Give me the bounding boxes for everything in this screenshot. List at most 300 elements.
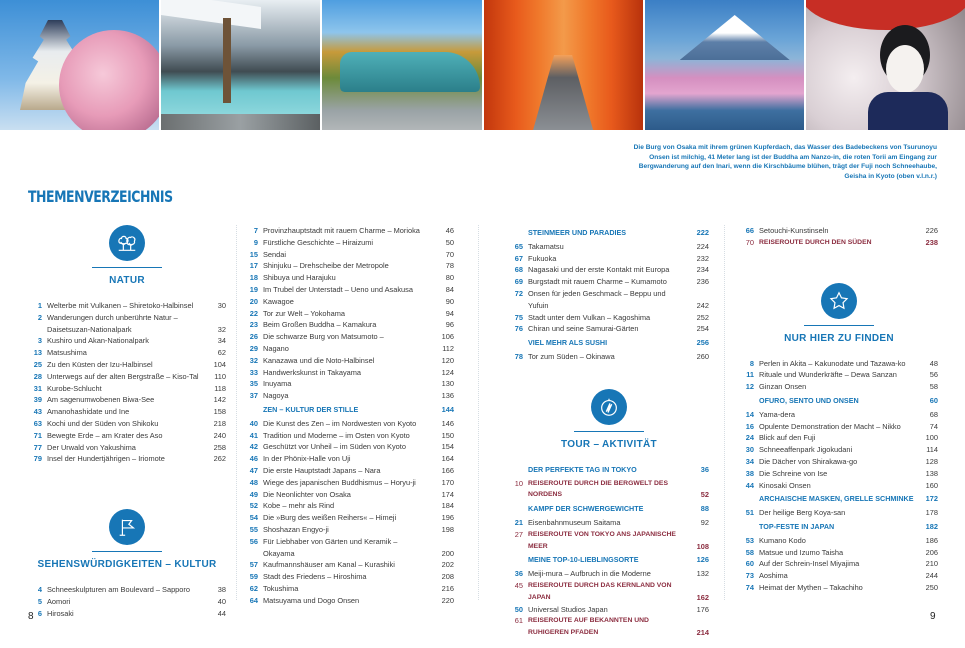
- toc-entry[interactable]: [244, 477, 454, 489]
- entry-page: 206: [925, 547, 938, 557]
- entry-page: 132: [696, 569, 709, 579]
- toc-entry[interactable]: [740, 570, 938, 582]
- entry-title: Aomori: [47, 596, 71, 606]
- entry-number: 52: [249, 501, 258, 511]
- toc-entry[interactable]: [740, 456, 938, 468]
- toc-entry[interactable]: [244, 367, 454, 379]
- entry-title: Die Schreine von Ise: [759, 468, 828, 478]
- entry-title: ZEN – KULTUR DER STILLE: [263, 404, 359, 414]
- subsection-heading[interactable]: [509, 337, 709, 349]
- toc-entry[interactable]: [740, 444, 938, 456]
- entry-page: 224: [696, 241, 709, 251]
- toc-entry[interactable]: [244, 249, 454, 261]
- toc-entry[interactable]: [28, 608, 226, 620]
- entry-title: Nagasaki und der erste Kontakt mit Europa: [528, 265, 670, 275]
- entry-number: 44: [745, 480, 754, 490]
- entry-page: 120: [441, 355, 454, 365]
- entry-title: Kobe – mehr als Rind: [263, 501, 335, 511]
- entry-number: 61: [514, 616, 523, 626]
- column-divider: [724, 225, 725, 600]
- entry-page: 146: [441, 418, 454, 428]
- entry-title: Heimat der Mythen – Takachiho: [759, 582, 863, 592]
- entry-title: Tor zum Süden – Okinawa: [528, 351, 615, 361]
- entry-title: Die »Burg des weißen Reihers« – Himeji: [263, 513, 397, 523]
- entry-title: REISEROUTE DURCH DEN SÜDEN: [759, 238, 872, 246]
- entry-page: 226: [925, 226, 938, 235]
- entry-page: 232: [696, 253, 709, 263]
- entry-title: Rituale und Wunderkräfte – Dewa Sanzan: [759, 370, 897, 380]
- entry-title: TOP-FESTE IN JAPAN: [759, 521, 835, 531]
- column-divider: [478, 225, 479, 600]
- entry-page: 110: [214, 371, 226, 381]
- entry-page: 136: [441, 391, 454, 401]
- toc-entry[interactable]: [244, 465, 454, 477]
- entry-number: 4: [37, 585, 42, 595]
- route-entry[interactable]: [509, 615, 709, 639]
- toc-entry[interactable]: [740, 535, 938, 547]
- entry-number: 30: [745, 445, 754, 455]
- entry-page: 80: [445, 273, 454, 283]
- entry-number: 60: [745, 559, 754, 569]
- entry-title: Geschützt vor Unheil – im Süden von Kyoto: [263, 442, 406, 452]
- toc-entry[interactable]: [509, 351, 709, 363]
- toc-entry[interactable]: [28, 300, 226, 312]
- toc-entry[interactable]: [28, 394, 226, 406]
- entry-number: 76: [514, 324, 523, 334]
- entry-title: Die erste Hauptstadt Japans – Nara: [263, 465, 381, 475]
- entry-title: Die Neonlichter von Osaka: [263, 489, 351, 499]
- toc-entry[interactable]: [509, 323, 709, 335]
- toc-entry[interactable]: [740, 480, 938, 492]
- subsection-heading[interactable]: [244, 404, 454, 416]
- toc-entry[interactable]: [244, 489, 454, 501]
- entry-title: Der heilige Berg Koya-san: [759, 508, 846, 518]
- entry-list-tour-continued: [740, 225, 938, 249]
- entry-page: 222: [696, 228, 709, 237]
- entry-page: 106: [441, 332, 454, 342]
- entry-page: 258: [213, 442, 226, 452]
- entry-number: 22: [249, 308, 258, 318]
- entry-title: Matsushima: [47, 348, 87, 358]
- route-entry[interactable]: [509, 478, 709, 502]
- entry-title: Insel der Hundertjährigen – Iriomote: [47, 454, 165, 464]
- entry-page: 172: [925, 494, 938, 504]
- toc-entry[interactable]: [28, 383, 226, 395]
- entry-number: 1: [37, 301, 42, 310]
- page-title: THEMENVERZEICHNIS: [28, 187, 173, 206]
- entry-title: Ginzan Onsen: [759, 382, 807, 392]
- flag-icon: [109, 509, 145, 545]
- entry-number: 68: [514, 265, 523, 275]
- toc-entry[interactable]: [244, 355, 454, 367]
- entry-page: 84: [445, 284, 454, 294]
- entry-page: 74: [929, 421, 938, 431]
- entry-title: Schneeskulpturen am Boulevard – Sapporo: [47, 585, 190, 595]
- entry-number: 42: [249, 442, 258, 452]
- star-icon: [821, 283, 857, 319]
- toc-entry[interactable]: [244, 378, 454, 390]
- entry-title: Shoshazan Engyo-ji: [263, 524, 329, 534]
- entry-page: 240: [213, 430, 226, 440]
- entry-number: 29: [249, 343, 258, 353]
- entry-title: Tokushima: [263, 583, 299, 593]
- entry-number: 49: [249, 489, 258, 499]
- entry-page: 90: [445, 296, 454, 306]
- toc-entry[interactable]: [509, 568, 709, 580]
- entry-page: 112: [442, 343, 454, 353]
- entry-number: 25: [33, 359, 42, 369]
- entry-number: 14: [745, 409, 754, 419]
- page-number-right: 9: [930, 611, 936, 622]
- entry-title: KAMPF DER SCHWERGEWICHTE: [528, 504, 644, 514]
- toc-entry[interactable]: [740, 409, 938, 421]
- entry-page: 78: [445, 261, 454, 271]
- entry-title: Shinjuku – Drehscheibe der Metropole: [263, 261, 389, 271]
- entry-title: Shibuya und Harajuku: [263, 273, 336, 283]
- toc-entry[interactable]: [244, 441, 454, 453]
- entry-number: 40: [249, 418, 258, 428]
- entry-number: 5: [37, 596, 42, 606]
- geisha-photo: [806, 0, 965, 130]
- entry-number: 24: [745, 433, 754, 443]
- entry-page: 52: [700, 490, 709, 500]
- entry-number: 19: [249, 284, 258, 294]
- entry-number: 45: [514, 580, 523, 590]
- entry-number: 9: [253, 237, 258, 247]
- entry-page: 186: [925, 535, 938, 545]
- entry-number: 23: [249, 320, 258, 330]
- toc-entry[interactable]: [244, 453, 454, 465]
- entry-title: Provinzhauptstadt mit rauem Charme – Morioka: [263, 226, 420, 235]
- entry-number: 75: [514, 312, 523, 322]
- entry-title: Tor zur Welt – Yokohama: [263, 308, 346, 318]
- toc-entry[interactable]: [244, 418, 454, 430]
- entry-page: 182: [925, 521, 938, 531]
- entry-number: 8: [749, 358, 754, 368]
- toc-entry[interactable]: [244, 296, 454, 308]
- toc-entry[interactable]: [28, 442, 226, 454]
- toc-entry[interactable]: [244, 536, 454, 560]
- toc-entry[interactable]: [244, 559, 454, 571]
- toc-entry[interactable]: [244, 308, 454, 320]
- entry-number: 69: [514, 277, 523, 287]
- entry-number: 35: [249, 379, 258, 389]
- toc-entry[interactable]: [244, 512, 454, 524]
- entry-number: 10: [514, 478, 523, 488]
- entry-title: DER PERFEKTE TAG IN TOKYO: [528, 464, 637, 474]
- entry-number: 2: [37, 312, 42, 322]
- entry-page: 118: [214, 383, 226, 393]
- entry-title: REISEROUTE AUF BEKANNTEN UND RUHIGEREN PFADEN: [528, 617, 649, 637]
- fuji-photo: [645, 0, 804, 130]
- entry-number: 11: [746, 370, 754, 380]
- entry-title: Kumano Kodo: [759, 535, 806, 545]
- entry-number: 21: [514, 517, 523, 527]
- inari-torii-photo: [484, 0, 643, 130]
- entry-page: 144: [441, 404, 454, 414]
- category-underline: [92, 267, 162, 268]
- toc-entry[interactable]: [244, 319, 454, 331]
- entry-number: 32: [249, 355, 258, 365]
- column-2: [244, 225, 454, 607]
- page-number-left: 8: [28, 611, 34, 622]
- toc-entry[interactable]: [244, 237, 454, 249]
- entry-number: 46: [249, 454, 258, 464]
- entry-title: Stadt unter dem Vulkan – Kagoshima: [528, 312, 651, 322]
- photo-strip: [0, 0, 965, 130]
- entry-page: 162: [696, 592, 709, 602]
- entry-title: ARCHAISCHE MASKEN, GRELLE SCHMINKE: [759, 494, 914, 504]
- category-kultur: [28, 509, 226, 570]
- subsection-heading[interactable]: [509, 503, 709, 515]
- entry-title: Eisenbahnmuseum Saitama: [528, 517, 621, 527]
- entry-number: 54: [249, 513, 258, 523]
- entry-number: 67: [514, 253, 523, 263]
- entry-number: 74: [745, 582, 754, 592]
- toc-entry[interactable]: [244, 390, 454, 402]
- entry-number: 41: [249, 430, 258, 440]
- toc-entry[interactable]: [28, 453, 226, 465]
- entry-page: 164: [441, 454, 454, 464]
- entry-page: 178: [925, 508, 938, 518]
- entry-title: Fürstliche Geschichte – Hiraizumi: [263, 237, 374, 247]
- entry-page: 250: [925, 582, 938, 592]
- entry-page: 126: [696, 555, 709, 565]
- entry-page: 170: [441, 477, 454, 487]
- entry-number: 55: [249, 524, 258, 534]
- toc-entry[interactable]: [740, 432, 938, 444]
- toc-entry[interactable]: [244, 225, 454, 237]
- entry-page: 124: [441, 367, 454, 377]
- entry-title: Aoshima: [759, 571, 788, 581]
- toc-entry[interactable]: [740, 381, 938, 393]
- entry-page: 176: [696, 604, 709, 614]
- toc-entry[interactable]: [28, 596, 226, 608]
- entry-number: 50: [514, 604, 523, 614]
- entry-page: 256: [696, 338, 709, 348]
- tsurunoyu-onsen-photo: [161, 0, 320, 130]
- toc-entry[interactable]: [244, 430, 454, 442]
- toc-entry[interactable]: [244, 331, 454, 343]
- toc-entry[interactable]: [244, 571, 454, 583]
- entry-number: 34: [745, 456, 754, 466]
- toc-entry[interactable]: [509, 604, 709, 616]
- toc-entry[interactable]: [28, 312, 226, 336]
- toc-entry[interactable]: [740, 547, 938, 559]
- toc-entry[interactable]: [28, 584, 226, 596]
- toc-entry[interactable]: [509, 253, 709, 265]
- entry-number: 51: [745, 508, 754, 518]
- entry-number: 78: [514, 351, 523, 361]
- entry-page: 216: [441, 583, 454, 593]
- toc-entry[interactable]: [244, 583, 454, 595]
- entry-page: 100: [925, 433, 938, 443]
- entry-number: 79: [33, 454, 42, 464]
- entry-page: 56: [929, 370, 938, 380]
- entry-page: 220: [441, 595, 454, 605]
- toc-entry[interactable]: [244, 524, 454, 536]
- entry-page: 130: [441, 379, 454, 389]
- subsection-heading[interactable]: [509, 554, 709, 566]
- subsection-heading[interactable]: [740, 521, 938, 533]
- subsection-heading[interactable]: [740, 493, 938, 505]
- entry-title: OFURO, SENTO UND ONSEN: [759, 395, 859, 405]
- entry-page: 32: [217, 324, 226, 334]
- entry-title: Sendai: [263, 249, 287, 259]
- entry-title: Beim Großen Buddha – Kamakura: [263, 320, 377, 330]
- toc-entry[interactable]: [509, 288, 709, 312]
- entry-title: Kochi und der Süden von Shikoku: [47, 418, 159, 428]
- entry-page: 46: [445, 226, 454, 235]
- entry-number: 13: [33, 348, 42, 358]
- entry-number: 56: [249, 536, 258, 546]
- entry-title: Matsue und Izumo Taisha: [759, 547, 844, 557]
- entry-page: 38: [217, 585, 226, 595]
- category-underline: [574, 431, 644, 432]
- entry-page: 138: [925, 468, 938, 478]
- entry-number: 65: [514, 241, 523, 251]
- toc-entry[interactable]: [740, 421, 938, 433]
- toc-entry[interactable]: [740, 558, 938, 570]
- entry-page: 252: [696, 312, 709, 322]
- toc-entry[interactable]: [244, 500, 454, 512]
- entry-number: 66: [745, 226, 754, 235]
- entry-title: Blick auf den Fuji: [759, 433, 816, 443]
- entry-title: Fukuoka: [528, 253, 557, 263]
- entry-number: 47: [249, 465, 258, 475]
- entry-page: 244: [925, 571, 938, 581]
- entry-page: 88: [700, 504, 709, 514]
- entry-title: Kurobe-Schlucht: [47, 383, 102, 393]
- entry-title: Stadt des Friedens – Hiroshima: [263, 572, 367, 582]
- route-entry[interactable]: [509, 580, 709, 604]
- toc-entry[interactable]: [740, 582, 938, 594]
- entry-title: Zu den Küsten der Izu-Halbinsel: [47, 359, 153, 369]
- entry-page: 184: [441, 501, 454, 511]
- entry-number: 17: [249, 261, 258, 271]
- entry-title: Setouchi-Kunstinseln: [759, 226, 829, 235]
- entry-number: 43: [33, 407, 42, 417]
- entry-title: Kawagoe: [263, 296, 294, 306]
- entry-number: 58: [745, 547, 754, 557]
- toc-entry[interactable]: [509, 517, 709, 529]
- toc-entry[interactable]: [244, 284, 454, 296]
- nanzo-in-buddha-photo: [322, 0, 481, 130]
- entry-page: 200: [441, 548, 454, 558]
- entry-page: 158: [213, 407, 226, 417]
- entry-number: 6: [37, 608, 42, 618]
- toc-entry[interactable]: [244, 272, 454, 284]
- entry-page: 218: [213, 418, 226, 428]
- subsection-heading[interactable]: [509, 464, 709, 476]
- column-3: [509, 225, 709, 639]
- entry-title: REISEROUTE VON TOKYO ANS JAPANISCHE MEER: [528, 530, 676, 550]
- entry-title: Für Liebhaber von Gärten und Keramik – Okayama: [263, 536, 398, 558]
- route-entry[interactable]: [509, 529, 709, 553]
- toc-entry[interactable]: [740, 358, 938, 370]
- toc-entry[interactable]: [244, 595, 454, 607]
- toc-entry[interactable]: [740, 507, 938, 519]
- entry-list-kultur: [28, 584, 226, 619]
- toc-entry[interactable]: [28, 335, 226, 347]
- toc-entry[interactable]: [244, 260, 454, 272]
- entry-number: 3: [37, 336, 42, 346]
- entry-number: 28: [33, 371, 42, 381]
- entry-page: 208: [441, 572, 454, 582]
- toc-entry[interactable]: [740, 225, 938, 237]
- toc-entry[interactable]: [509, 276, 709, 288]
- toc-entry[interactable]: [28, 430, 226, 442]
- toc-entry[interactable]: [509, 241, 709, 253]
- entry-title: Kinosaki Onsen: [759, 480, 811, 490]
- entry-title: Am sagenumwobenen Biwa-See: [47, 395, 155, 405]
- entry-page: 128: [925, 456, 938, 466]
- entry-number: 63: [33, 418, 42, 428]
- entry-title: Amanohashidate und Ine: [47, 407, 130, 417]
- category-underline: [804, 325, 874, 326]
- entry-list-tour: [509, 464, 709, 639]
- entry-number: 53: [745, 535, 754, 545]
- entry-page: 114: [926, 445, 938, 455]
- route-entry[interactable]: [740, 237, 938, 249]
- entry-title: Takamatsu: [528, 241, 564, 251]
- entry-page: 260: [696, 351, 709, 361]
- toc-entry[interactable]: [28, 347, 226, 359]
- entry-title: Auf der Schrein-Insel Miyajima: [759, 559, 860, 569]
- entry-page: 154: [441, 442, 454, 452]
- entry-number: 72: [514, 288, 523, 298]
- tree-icon: [109, 225, 145, 261]
- entry-number: 71: [33, 430, 42, 440]
- subsection-heading[interactable]: [740, 395, 938, 407]
- entry-title: Der Urwald von Yakushima: [47, 442, 136, 452]
- entry-title: Opulente Demonstration der Macht – Nikko: [759, 421, 901, 431]
- entry-page: 262: [213, 454, 226, 464]
- entry-title: Kanazawa und die Noto-Halbinsel: [263, 355, 375, 365]
- entry-page: 174: [441, 489, 454, 499]
- toc-entry[interactable]: [509, 264, 709, 276]
- entry-title: STEINMEER UND PARADIES: [528, 228, 627, 237]
- entry-title: Die Kunst des Zen – im Nordwesten von Kyoto: [263, 418, 417, 428]
- entry-page: 50: [445, 237, 454, 247]
- toc-entry[interactable]: [509, 312, 709, 324]
- entry-list-natur: [28, 300, 226, 465]
- entry-page: 68: [929, 409, 938, 419]
- toc-entry[interactable]: [28, 418, 226, 430]
- entry-number: 48: [249, 477, 258, 487]
- toc-entry[interactable]: [740, 369, 938, 381]
- compass-icon: [591, 389, 627, 425]
- entry-page: 210: [925, 559, 938, 569]
- toc-entry[interactable]: [740, 468, 938, 480]
- entry-page: 36: [700, 464, 709, 474]
- toc-entry[interactable]: [28, 371, 226, 383]
- entry-page: 40: [217, 596, 226, 606]
- subsection-heading[interactable]: [509, 227, 709, 239]
- toc-entry[interactable]: [28, 359, 226, 371]
- toc-entry[interactable]: [28, 406, 226, 418]
- entry-title: VIEL MEHR ALS SUSHI: [528, 338, 608, 348]
- toc-entry[interactable]: [244, 343, 454, 355]
- entry-title: Meiji-mura – Aufbruch in die Moderne: [528, 569, 651, 579]
- entry-title: Im Trubel der Unterstadt – Ueno und Asakusa: [263, 284, 413, 294]
- entry-number: 7: [253, 226, 258, 235]
- entry-page: 198: [441, 524, 454, 534]
- entry-number: 27: [514, 529, 523, 539]
- category-label: NATUR: [109, 275, 145, 286]
- entry-number: 18: [249, 273, 258, 283]
- entry-number: 37: [249, 391, 258, 401]
